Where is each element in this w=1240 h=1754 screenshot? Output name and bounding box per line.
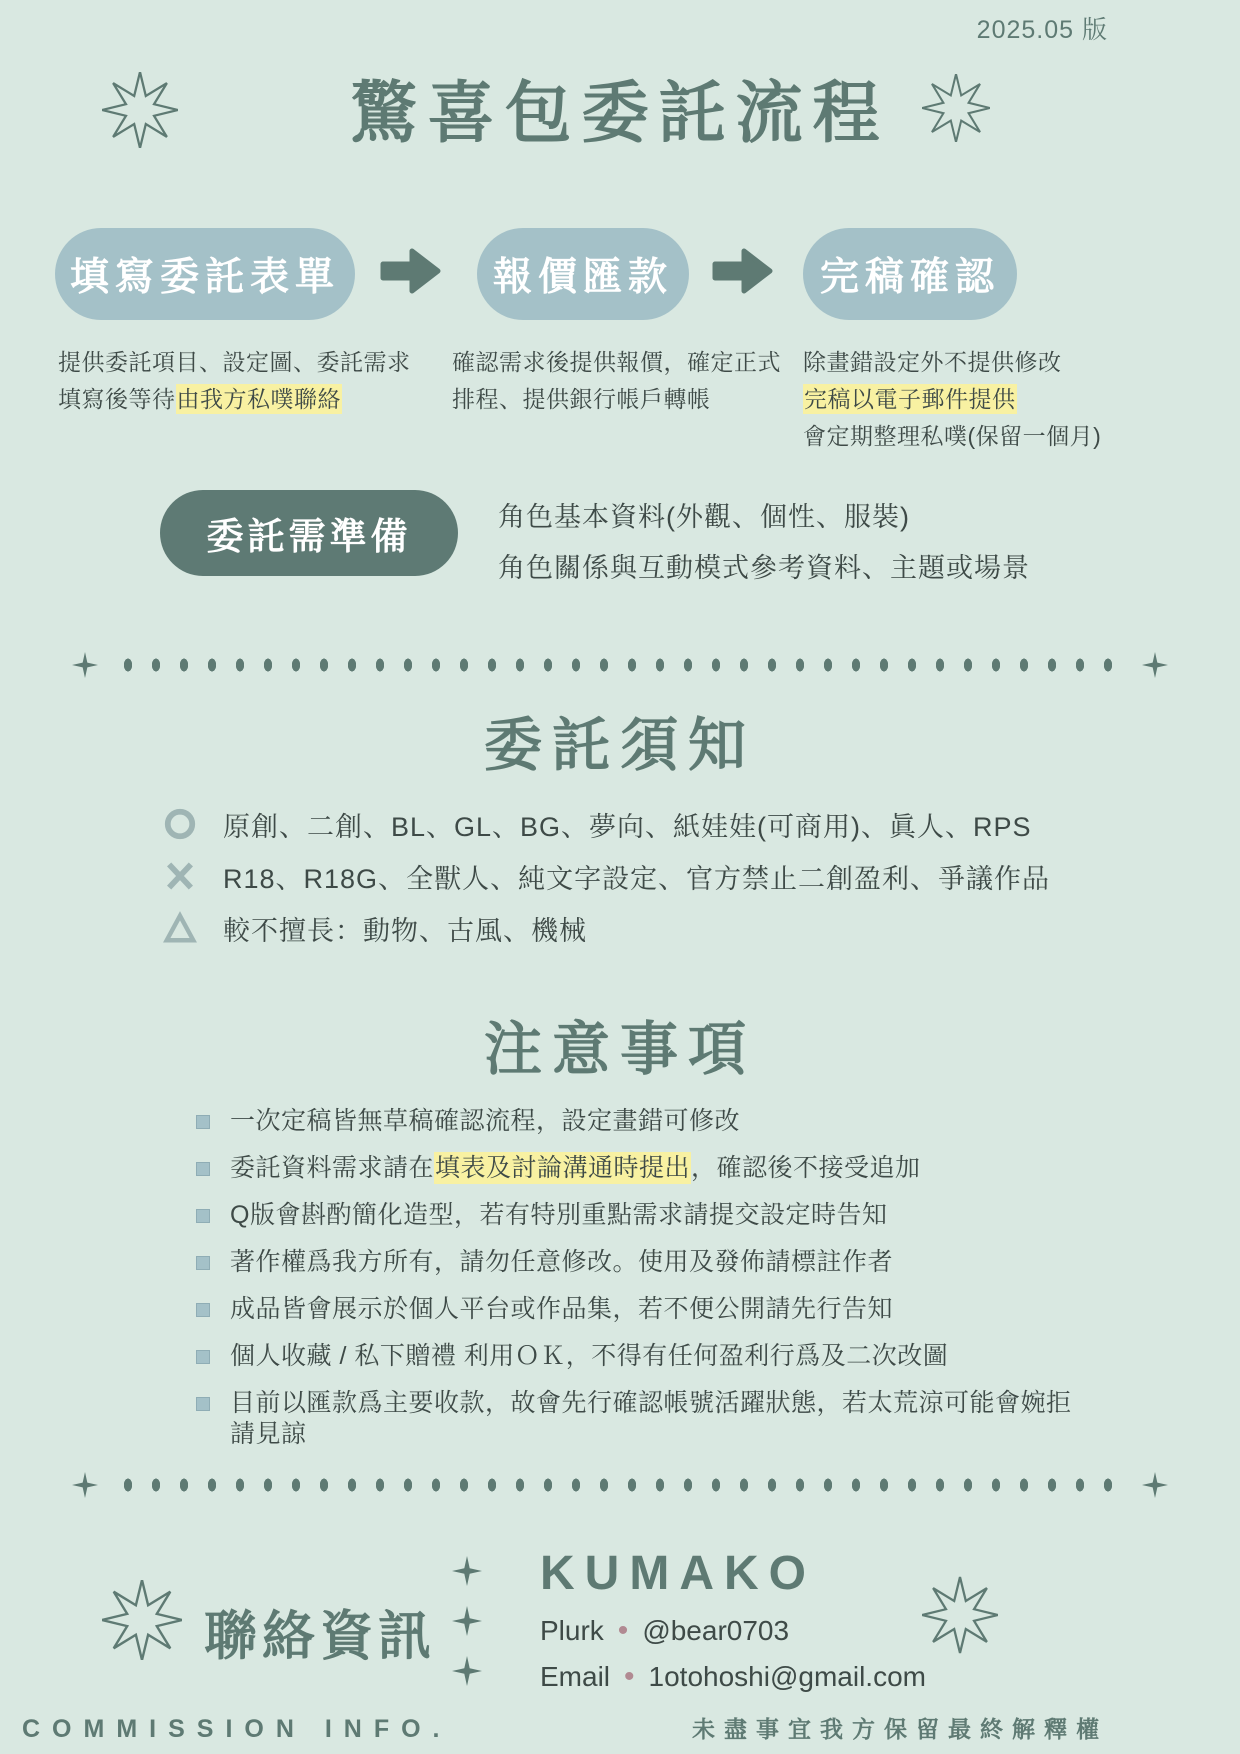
highlighted-text: 填表及討論溝通時提出 bbox=[435, 1154, 691, 1182]
sparkle-icon bbox=[72, 649, 98, 681]
caution-item bbox=[196, 1106, 1096, 1137]
caution-text: 委託資料需求請在填表及討論溝通時提出，確認後不接受追加 bbox=[230, 1154, 921, 1182]
triangle-warn-icon bbox=[163, 911, 197, 945]
highlighted-text: 完稿以電子郵件提供 bbox=[804, 386, 1016, 412]
section-title-cautions: 注意事項 bbox=[483, 1017, 756, 1082]
rule-row-weak bbox=[163, 910, 1050, 946]
footer-disclaimer: 未盡事宜我方保留最終解釋權 bbox=[692, 1716, 1108, 1742]
dot-separator: • bbox=[624, 1660, 635, 1693]
caution-item bbox=[196, 1200, 1096, 1231]
square-bullet-icon bbox=[196, 1256, 210, 1270]
contact-value: @bear0703 bbox=[642, 1615, 790, 1646]
square-bullet-icon bbox=[196, 1162, 210, 1176]
caution-text: 成品皆會展示於個人平台或作品集，若不便公開請先行告知 bbox=[230, 1295, 894, 1323]
starburst-icon bbox=[922, 1576, 998, 1654]
contact-row-email bbox=[540, 1654, 926, 1700]
sparkle-icon bbox=[72, 1469, 98, 1501]
circle-ok-icon bbox=[163, 807, 197, 841]
caution-item bbox=[196, 1294, 1096, 1325]
contact-label: Email bbox=[540, 1661, 611, 1692]
contact-label: Plurk bbox=[540, 1615, 604, 1646]
sparkle-icon bbox=[1142, 1469, 1168, 1501]
highlighted-text: 由我方私噗聯絡 bbox=[176, 386, 341, 412]
caution-text: 一次定稿皆無草稿確認流程，設定畫錯可修改 bbox=[230, 1107, 741, 1135]
footer-commission-info: COMMISSION INFO. bbox=[22, 1715, 452, 1743]
step-description-final: 除畫錯設定外不提供修改 完稿以電子郵件提供 會定期整理私噗(保留一個月) bbox=[803, 349, 1102, 449]
sparkle-icon bbox=[452, 1656, 482, 1686]
page-title: 驚喜包委託流程 bbox=[350, 76, 890, 151]
caution-item bbox=[196, 1341, 1096, 1372]
caution-text: 目前以匯款爲主要收款，故會先行確認帳號活躍狀態，若太荒涼可能會婉拒請見諒 bbox=[230, 1389, 1072, 1448]
version-label: 2025.05 版 bbox=[976, 16, 1108, 44]
flow-step-pill-payment: 報價匯款 bbox=[477, 228, 689, 320]
prepare-pill: 委託需準備 bbox=[160, 490, 458, 576]
caution-text: 個人收藏 / 私下贈禮 利用ＯＫ，不得有任何盈利行爲及二次改圖 bbox=[230, 1342, 949, 1370]
starburst-icon bbox=[102, 1580, 182, 1660]
contact-row-plurk bbox=[540, 1608, 926, 1654]
rule-row-refused bbox=[163, 858, 1050, 894]
flow-step-pill-form: 填寫委託表單 bbox=[55, 228, 355, 320]
flow-step-pill-final: 完稿確認 bbox=[803, 228, 1017, 320]
caution-text: 著作權爲我方所有，請勿任意修改。使用及發佈請標註作者 bbox=[230, 1248, 894, 1276]
flow-arrow-icon bbox=[712, 242, 774, 300]
contact-rows bbox=[540, 1608, 926, 1700]
dotted-line bbox=[114, 1477, 1126, 1493]
square-bullet-icon bbox=[196, 1209, 210, 1223]
starburst-icon bbox=[922, 74, 990, 142]
square-bullet-icon bbox=[196, 1115, 210, 1129]
sparkle-icon bbox=[452, 1556, 482, 1586]
artist-name: KUMAKO bbox=[540, 1547, 816, 1600]
section-title-notice: 委託須知 bbox=[483, 713, 756, 778]
sparkle-icon bbox=[1142, 649, 1168, 681]
sparkle-column bbox=[452, 1556, 482, 1686]
caution-text: Q版會斟酌簡化造型，若有特別重點需求請提交設定時告知 bbox=[230, 1201, 888, 1229]
caution-item bbox=[196, 1388, 1096, 1450]
square-bullet-icon bbox=[196, 1350, 210, 1364]
rule-row-accepted bbox=[163, 806, 1050, 842]
step-description-form: 提供委託項目、設定圖、委託需求 填寫後等待由我方私噗聯絡 bbox=[58, 349, 411, 412]
notice-rules bbox=[163, 806, 1050, 962]
divider bbox=[72, 1468, 1168, 1502]
step-description-payment: 確認需求後提供報價，確定正式 排程、提供銀行帳戶轉帳 bbox=[452, 349, 781, 412]
cautions-list bbox=[196, 1106, 1096, 1466]
dot-separator: • bbox=[617, 1614, 629, 1647]
sparkle-icon bbox=[452, 1606, 482, 1636]
rule-text: R18、R18G、全獸人、純文字設定、官方禁止二創盈利、爭議作品 bbox=[223, 863, 1051, 894]
caution-item bbox=[196, 1153, 1096, 1184]
square-bullet-icon bbox=[196, 1397, 210, 1411]
square-bullet-icon bbox=[196, 1303, 210, 1317]
dotted-line bbox=[114, 657, 1126, 673]
rule-text: 原創、二創、BL、GL、BG、夢向、紙娃娃(可商用)、眞人、RPS bbox=[223, 811, 1032, 842]
prepare-description: 角色基本資料(外觀、個性、服裝) 角色關係與互動模式參考資料、主題或場景 bbox=[498, 502, 1030, 583]
rule-text: 較不擅長：動物、古風、機械 bbox=[223, 915, 587, 946]
contact-heading: 聯絡資訊 bbox=[204, 1607, 436, 1666]
cross-no-icon bbox=[163, 859, 197, 893]
caution-item bbox=[196, 1247, 1096, 1278]
divider bbox=[72, 648, 1168, 682]
contact-value: 1otohoshi@gmail.com bbox=[648, 1661, 926, 1692]
flow-arrow-icon bbox=[380, 242, 442, 300]
